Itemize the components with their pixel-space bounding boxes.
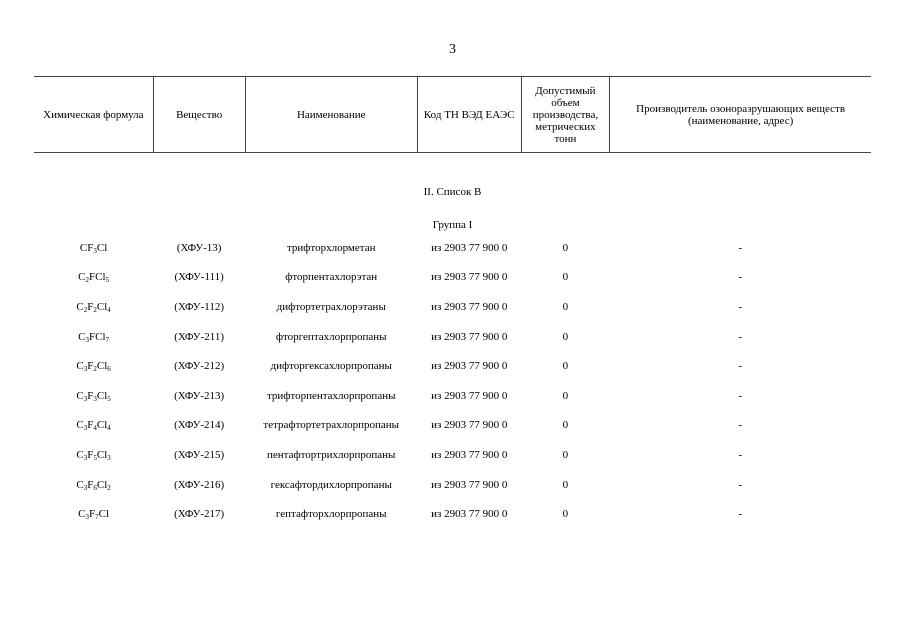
- producer-cell: -: [738, 448, 743, 461]
- formula-cell: [34, 381, 153, 411]
- formula-text: Cl: [96, 419, 108, 432]
- code-cell: из 2903 77 900 0: [431, 271, 508, 284]
- group-row: [34, 201, 871, 233]
- table-row: [34, 440, 871, 470]
- volume-cell: 0: [562, 300, 569, 313]
- formula-subscript: 3: [83, 394, 88, 403]
- formula-cell: [34, 322, 153, 352]
- table-row: [34, 322, 871, 352]
- name-cell: фторпентахлорэтан: [285, 271, 378, 284]
- producer-cell: -: [738, 271, 743, 284]
- header-formula: Химическая формула: [34, 77, 153, 153]
- header-code: Код ТН ВЭД ЕАЭС: [417, 77, 521, 153]
- header-volume: Допустимый объем производства, метрических тонн: [521, 77, 610, 153]
- table-row: [34, 411, 871, 441]
- formula-cell: [34, 292, 153, 322]
- header-substance: Вещество: [153, 77, 245, 153]
- formula-text: F: [87, 419, 94, 432]
- code-cell: из 2903 77 900 0: [431, 241, 508, 254]
- name-cell: гептафторхлорпропаны: [275, 508, 387, 521]
- name-cell: дифторгексахлорпропаны: [270, 360, 392, 373]
- table-row: [34, 499, 871, 529]
- formula-subscript: 4: [107, 305, 111, 314]
- formula-text: FCl: [89, 330, 106, 343]
- formula-subscript: 2: [83, 305, 88, 314]
- volume-cell: 0: [562, 271, 569, 284]
- formula-cell: [34, 440, 153, 470]
- code-cell: из 2903 77 900 0: [431, 330, 508, 343]
- formula-cell: [34, 351, 153, 381]
- volume-cell: 0: [562, 330, 569, 343]
- formula-text: C: [78, 271, 86, 284]
- producer-cell: -: [738, 360, 743, 373]
- formula-text: C: [76, 419, 84, 432]
- formula-text: Cl: [96, 389, 108, 402]
- name-cell: пентафтортрихлорпропаны: [267, 448, 396, 461]
- volume-cell: 0: [562, 478, 569, 491]
- substance-cell: (ХФУ-216): [174, 478, 225, 491]
- formula-subscript: 2: [85, 276, 89, 285]
- formula-subscript: 3: [107, 453, 111, 462]
- name-cell: фторгептахлорпропаны: [275, 330, 387, 343]
- code-cell: из 2903 77 900 0: [431, 360, 508, 373]
- formula-text: C: [76, 300, 84, 313]
- formula-text: C: [76, 360, 84, 373]
- formula-subscript: 5: [93, 453, 97, 462]
- formula-text: C: [76, 478, 84, 491]
- code-cell: из 2903 77 900 0: [431, 508, 508, 521]
- formula-text: CF: [79, 241, 94, 254]
- formula-subscript: 5: [105, 276, 110, 285]
- code-cell: из 2903 77 900 0: [431, 448, 508, 461]
- header-name: Наименование: [245, 77, 417, 153]
- formula-text: F: [87, 389, 94, 402]
- producer-cell: -: [738, 478, 743, 491]
- page-number: 3: [449, 42, 456, 57]
- formula-subscript: 3: [93, 246, 97, 255]
- formula-subscript: 5: [107, 394, 111, 403]
- formula-subscript: 4: [93, 424, 97, 433]
- table-row: [34, 470, 871, 500]
- formula-subscript: 3: [83, 424, 88, 433]
- formula-text: Cl: [96, 360, 108, 373]
- formula-subscript: 3: [83, 365, 88, 374]
- formula-subscript: 3: [85, 513, 89, 522]
- formula-text: FCl: [89, 271, 106, 284]
- formula-subscript: 2: [93, 305, 97, 314]
- substance-cell: (ХФУ-211): [174, 330, 224, 343]
- code-cell: из 2903 77 900 0: [431, 389, 508, 402]
- section-title: II. Список В: [423, 186, 482, 198]
- table-row: [34, 381, 871, 411]
- volume-cell: 0: [562, 360, 569, 373]
- substances-table: [34, 76, 871, 529]
- substance-cell: (ХФУ-112): [174, 300, 224, 313]
- formula-text: Cl: [98, 508, 110, 521]
- formula-subscript: 7: [95, 513, 99, 522]
- formula-text: Cl: [96, 478, 108, 491]
- formula-subscript: 6: [93, 483, 97, 492]
- header-producer: Производитель озоноразрушающих веществ (наименование, адрес): [610, 77, 871, 153]
- table-body: [34, 153, 871, 529]
- formula-text: F: [87, 360, 94, 373]
- producer-cell: -: [738, 330, 743, 343]
- formula-text: Cl: [96, 241, 108, 254]
- formula-text: C: [76, 389, 84, 402]
- formula-cell: [34, 233, 153, 263]
- formula-subscript: 4: [107, 424, 111, 433]
- substance-cell: (ХФУ-13): [176, 241, 222, 254]
- name-cell: трифторпентахлорпропаны: [266, 389, 396, 402]
- name-cell: трифторхлорметан: [286, 241, 376, 254]
- formula-subscript: 2: [107, 483, 111, 492]
- formula-text: Cl: [96, 448, 108, 461]
- code-cell: из 2903 77 900 0: [431, 300, 508, 313]
- substance-cell: (ХФУ-212): [174, 360, 225, 373]
- table-row: [34, 292, 871, 322]
- formula-text: Cl: [96, 300, 108, 313]
- formula-subscript: 6: [107, 365, 111, 374]
- producer-cell: -: [738, 241, 743, 254]
- substance-cell: (ХФУ-213): [174, 389, 225, 402]
- formula-cell: [34, 411, 153, 441]
- formula-text: F: [87, 478, 94, 491]
- formula-text: F: [89, 508, 96, 521]
- producer-cell: -: [738, 389, 743, 402]
- producer-cell: -: [738, 300, 743, 313]
- table-header-row: [34, 77, 871, 153]
- formula-text: F: [87, 448, 94, 461]
- volume-cell: 0: [562, 419, 569, 432]
- formula-subscript: 3: [83, 453, 88, 462]
- group-title: Группа I: [432, 219, 473, 231]
- section-row: [34, 153, 871, 202]
- formula-subscript: 3: [85, 335, 89, 344]
- formula-cell: [34, 263, 153, 293]
- formula-subscript: 2: [93, 365, 97, 374]
- name-cell: тетрафтортетрахлорпропаны: [263, 419, 400, 432]
- substance-cell: (ХФУ-111): [174, 271, 224, 284]
- substance-cell: (ХФУ-217): [174, 508, 225, 521]
- volume-cell: 0: [562, 448, 569, 461]
- name-cell: гексафтордихлорпропаны: [270, 478, 392, 491]
- formula-text: C: [76, 448, 84, 461]
- volume-cell: 0: [562, 389, 569, 402]
- substance-cell: (ХФУ-215): [174, 448, 225, 461]
- substance-cell: (ХФУ-214): [174, 419, 225, 432]
- formula-cell: [34, 499, 153, 529]
- table-row: [34, 263, 871, 293]
- producer-cell: -: [738, 419, 743, 432]
- table-row: [34, 233, 871, 263]
- formula-subscript: 3: [93, 394, 97, 403]
- producer-cell: -: [738, 508, 743, 521]
- formula-text: F: [87, 300, 94, 313]
- table-row: [34, 351, 871, 381]
- code-cell: из 2903 77 900 0: [431, 419, 508, 432]
- formula-text: C: [78, 330, 86, 343]
- code-cell: из 2903 77 900 0: [431, 478, 508, 491]
- formula-subscript: 7: [105, 335, 110, 344]
- name-cell: дифтортетрахлорэтаны: [276, 300, 386, 313]
- formula-text: C: [78, 508, 86, 521]
- formula-cell: [34, 470, 153, 500]
- volume-cell: 0: [562, 241, 569, 254]
- volume-cell: 0: [562, 508, 569, 521]
- formula-subscript: 3: [83, 483, 88, 492]
